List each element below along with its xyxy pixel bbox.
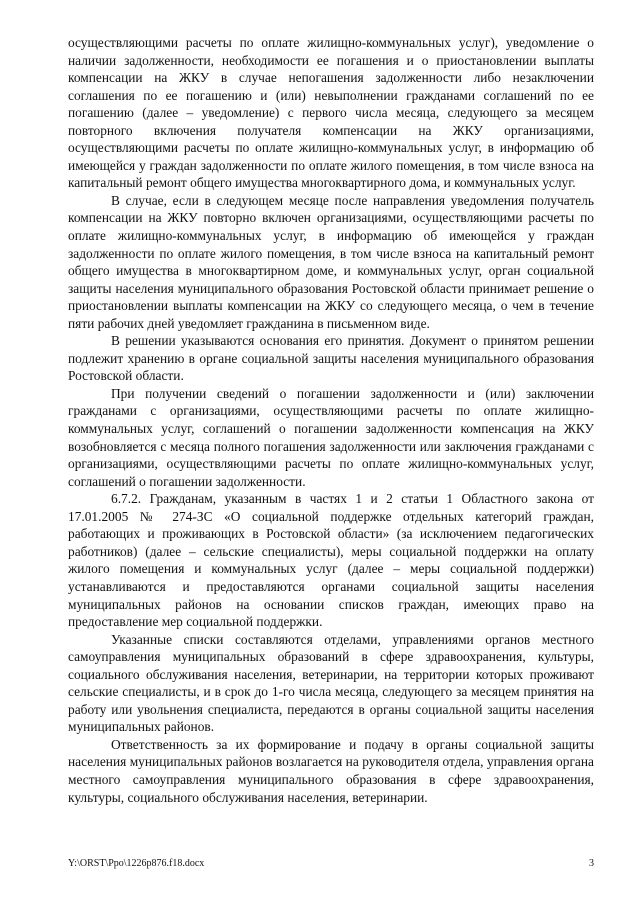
document-body [68, 34, 594, 806]
paragraph-continuation: осуществляющими расчеты по оплате жилищно-коммунальных услуг), уведомление о наличии задолженности, необходимости ее погашения и о приостановлении выплаты компенсации на ЖКУ в случае непогашения задолженности либо незаключении соглашения по ее погашению и (или) невыполнении гражданами соглашений по ее погашению (далее – уведомление) с первого числа месяца, следующего за месяцем повторного включения получателя компенсации на ЖКУ организациями, осуществляющими расчеты по оплате жилищно-коммунальных услуг, в информацию об имеющейся у граждан задолженности по оплате жилого помещения, в том числе взноса на капитальный ремонт общего имущества многоквартирного дома, и коммунальных услуг. [68, 35, 594, 191]
paragraph: Ответственность за их формирование и подачу в органы социальной защиты населения муниципальных районов возлагается на руководителя отдела, управления органа местного самоуправления муниципального образования в сфере здравоохранения, культуры, социального обслуживания населения, ветеринарии. [68, 736, 594, 805]
paragraph: В случае, если в следующем месяце после направления уведомления получатель компенсации на ЖКУ повторно включен организациями, осуществляющими расчеты по оплате жилищно-коммунальных услуг, в информацию об имеющейся у граждан задолженности по оплате жилого помещения, в том числе взноса на капитальный ремонт общего имущества в многоквартирном доме, и коммунальных услуг, орган социальной защиты населения муниципального образования Ростовской области принимает решение о приостановлении выплаты компенсации на ЖКУ со следующего месяца, о чем в течение пяти рабочих дней уведомляет гражданина в письменном виде. [68, 192, 594, 331]
footer-file-path: Y:\ORST\Ppo\1226p876.f18.docx [68, 858, 205, 869]
paragraph: Указанные списки составляются отделами, управлениями органов местного самоуправления муниципальных образований в сфере здравоохранения, культуры, социального обслуживания населения, ветеринарии, на территории которых проживают сельские специалисты, и в срок до 1-го числа месяца, следующего за месяцем принятия на работу или увольнения специалиста, передаются в органы социальной защиты населения муниципальных районов. [68, 631, 594, 735]
page-footer [68, 858, 594, 869]
paragraph-section-6-7-2: 6.7.2. Гражданам, указанным в частях 1 и 2 статьи 1 Областного закона от 17.01.2005 № 274-ЗС «О социальной поддержке отдельных категорий граждан, работающих и проживающих в Ростовской области» (за исключением педагогических работников) (далее – сельские специалисты), меры социальной поддержки на оплату жилого помещения и коммунальных услуг (далее – меры социальной поддержки) устанавливаются и предоставляются органами социальной защиты населения муниципальных районов на основании списков граждан, имеющих право на предоставление мер социальной поддержки. [68, 491, 594, 630]
paragraph: В решении указываются основания его принятия. Документ о принятом решении подлежит хранению в органе социальной защиты населения муниципального образования Ростовской области. [68, 333, 594, 384]
page-number: 3 [589, 858, 594, 869]
paragraph: При получении сведений о погашении задолженности и (или) заключении гражданами с организациями, осуществляющими расчеты по оплате жилищно-коммунальных услуг, соглашений о погашении задолженности компенсация на ЖКУ возобновляется с месяца полного погашения задолженности или заключения гражданами с организациями, осуществляющими расчеты по оплате жилищно-коммунальных услуг, соглашений о погашении задолженности. [68, 385, 594, 489]
